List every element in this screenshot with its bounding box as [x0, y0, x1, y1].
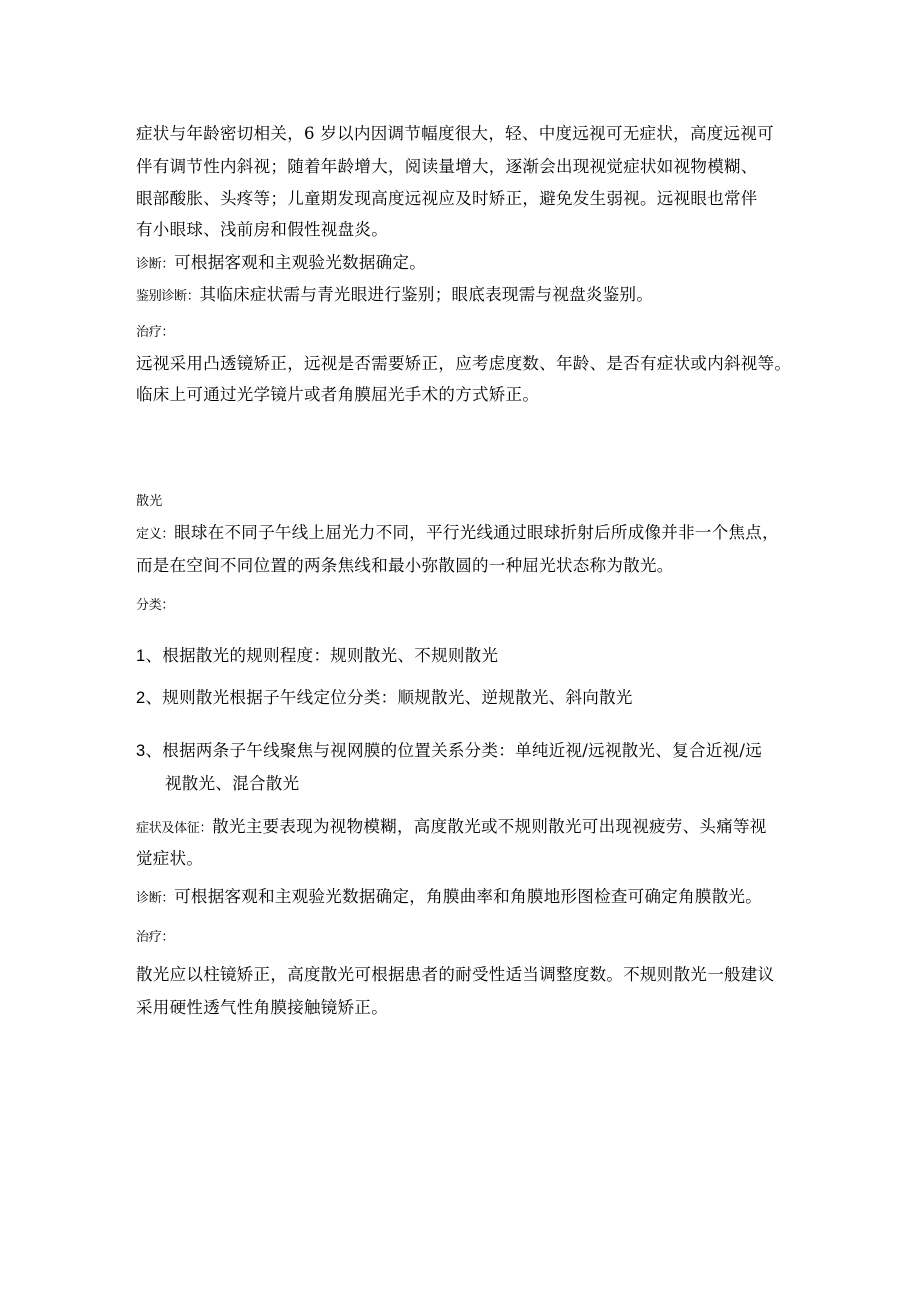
hyperopia-symptom-line-1: 症状与年龄密切相关，6 岁以内因调节幅度很大，轻、中度远视可无症状，高度远视可 [136, 124, 774, 143]
hyperopia-symptom-line-3: 眼部酸胀、头疼等；儿童期发现高度远视应及时矫正，避免发生弱视。远视眼也常伴 [136, 189, 758, 208]
hyperopia-treatment-line-1: 远视采用凸透镜矫正，远视是否需要矫正，应考虑度数、年龄、是否有症状或内斜视等。 [136, 354, 792, 373]
item-number: 1 [136, 647, 146, 665]
item-text: 、根据散光的规则程度：规则散光、不规则散光 [145, 646, 499, 665]
diagnosis-label: 诊断： [136, 257, 175, 272]
astigmatism-definition-line-2: 而是在空间不同位置的两条焦线和最小弥散圆的一种屈光状态称为散光。 [136, 556, 674, 575]
item-number: 2 [136, 689, 146, 707]
hyperopia-diagnosis [136, 253, 426, 275]
differential-label: 鉴别诊断： [136, 289, 200, 304]
definition-label: 定义： [136, 527, 175, 542]
diagnosis-text: 可根据客观和主观验光数据确定。 [174, 253, 427, 272]
classification-item-1 [136, 646, 498, 666]
section-heading-astigmatism: 散光 [136, 494, 163, 509]
astigmatism-symptoms-line-2: 觉症状。 [136, 849, 204, 868]
hyperopia-treatment-label: 治疗： [136, 325, 175, 340]
classification-label: 分类： [136, 598, 175, 613]
hyperopia-differential [136, 285, 653, 307]
hyperopia-symptom-line-4: 有小眼球、浅前房和假性视盘炎。 [136, 220, 388, 239]
diagnosis-text: 可根据客观和主观验光数据确定，角膜曲率和角膜地形图检查可确定角膜散光。 [174, 887, 763, 906]
definition-text-1: 眼球在不同子午线上屈光力不同，平行光线通过眼球折射后所成像并非一个焦点， [174, 523, 779, 542]
symptoms-text-1: 散光主要表现为视物模糊，高度散光或不规则散光可出现视疲劳、头痛等视 [212, 817, 767, 836]
symptoms-label: 症状及体征： [136, 821, 213, 836]
classification-item-3 [136, 741, 762, 761]
astigmatism-definition-line-1 [136, 523, 779, 545]
astigmatism-symptoms-line-1 [136, 817, 767, 839]
astigmatism-treatment-label: 治疗： [136, 930, 175, 945]
astigmatism-treatment-line-1: 散光应以柱镜矫正，高度散光可根据患者的耐受性适当调整度数。不规则散光一般建议 [136, 965, 775, 984]
differential-text: 其临床症状需与青光眼进行鉴别；眼底表现需与视盘炎鉴别。 [199, 285, 654, 304]
astigmatism-treatment-line-2: 采用硬性透气性角膜接触镜矫正。 [136, 998, 388, 1017]
classification-item-3-continued: 视散光、混合散光 [165, 774, 300, 793]
classification-item-2 [136, 688, 633, 708]
diagnosis-label: 诊断： [136, 891, 175, 906]
item-text: 、根据两条子午线聚焦与视网膜的位置关系分类：单纯近视/远视散光、复合近视/远 [145, 741, 763, 760]
item-text: 、规则散光根据子午线定位分类：顺规散光、逆规散光、斜向散光 [145, 688, 633, 707]
astigmatism-diagnosis [136, 887, 762, 909]
hyperopia-treatment-line-2: 临床上可通过光学镜片或者角膜屈光手术的方式矫正。 [136, 385, 540, 404]
item-number: 3 [136, 742, 146, 760]
hyperopia-symptom-line-2: 伴有调节性内斜视；随着年龄增大，阅读量增大，逐渐会出现视觉症状如视物模糊、 [136, 157, 758, 176]
